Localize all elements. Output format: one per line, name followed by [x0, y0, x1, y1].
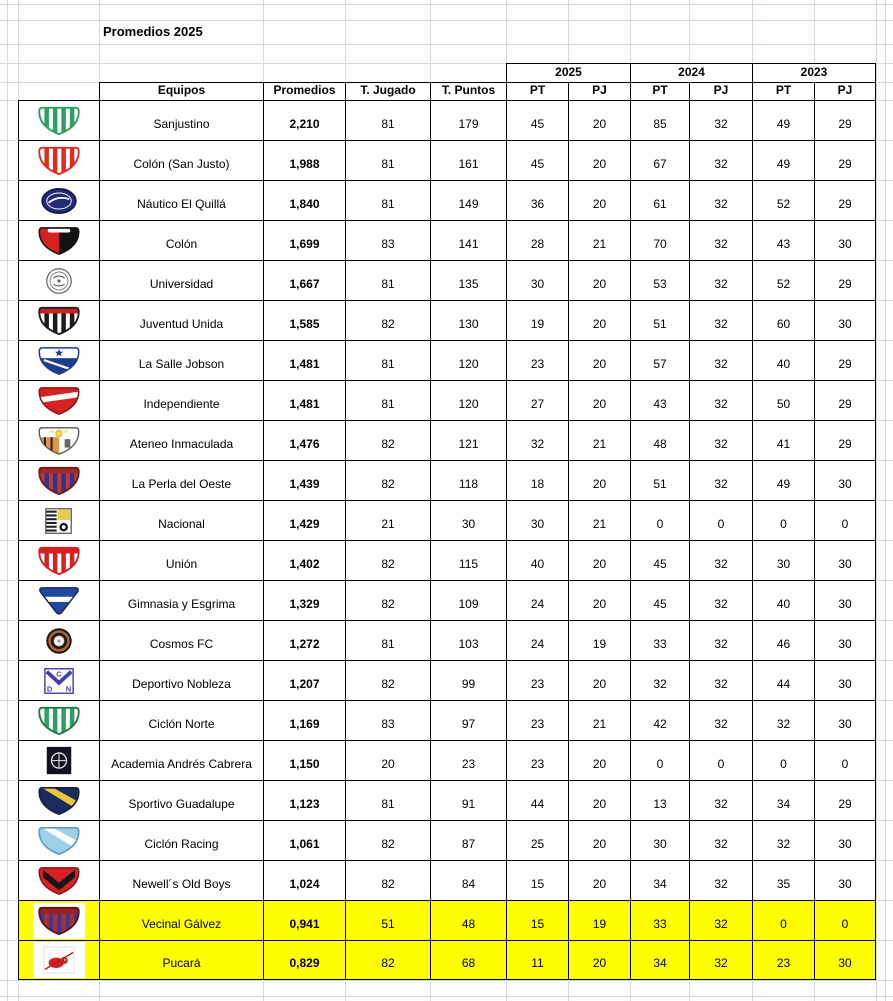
ciclon-racing-crest-icon [33, 823, 85, 859]
cell-pj-2023[interactable]: 30 [814, 220, 876, 260]
cell-total-jugado[interactable]: 81 [345, 780, 430, 820]
juventud-unida-crest-icon [33, 303, 85, 339]
cell-pj-2024[interactable]: 32 [689, 380, 752, 420]
team-crest-cell[interactable] [18, 740, 99, 780]
column-header-pt-2023[interactable]: PT [752, 82, 814, 100]
cell-total-puntos[interactable]: 87 [430, 820, 506, 860]
cell-team-name[interactable]: Deportivo Nobleza [99, 660, 263, 700]
cell-pt-2024[interactable]: 85 [630, 100, 689, 140]
cell-pj-2025[interactable]: 21 [568, 220, 630, 260]
cell-pj-2024[interactable]: 32 [689, 900, 752, 940]
column-header-promedios[interactable]: Promedios [263, 82, 345, 100]
cell-total-jugado[interactable]: 82 [345, 540, 430, 580]
cell-pj-2023[interactable]: 29 [814, 780, 876, 820]
ateneo-inmaculada-crest-icon [33, 423, 85, 459]
cell-pj-2023[interactable]: 29 [814, 340, 876, 380]
cell-pj-2025[interactable]: 21 [568, 500, 630, 540]
cell-pj-2024[interactable]: 32 [689, 180, 752, 220]
cell-pt-2025[interactable]: 25 [506, 820, 568, 860]
sheet-title[interactable]: Promedios 2025 [103, 24, 203, 39]
cell-pt-2024[interactable]: 42 [630, 700, 689, 740]
cell-total-jugado[interactable]: 83 [345, 220, 430, 260]
cell-promedio[interactable]: 1,699 [263, 220, 345, 260]
cell-pj-2025[interactable]: 20 [568, 940, 630, 980]
deportivo-nobleza-crest-icon [33, 663, 85, 699]
cell-pj-2025[interactable]: 20 [568, 460, 630, 500]
cell-total-jugado[interactable]: 82 [345, 940, 430, 980]
cell-pj-2023[interactable]: 30 [814, 540, 876, 580]
cell-pj-2024[interactable]: 32 [689, 100, 752, 140]
cell-team-name[interactable]: Independiente [99, 380, 263, 420]
cell-pt-2025[interactable]: 23 [506, 340, 568, 380]
cell-total-puntos[interactable]: 179 [430, 100, 506, 140]
cell-pt-2025[interactable]: 24 [506, 620, 568, 660]
cell-pj-2025[interactable]: 20 [568, 380, 630, 420]
column-header-t-puntos[interactable]: T. Puntos [430, 82, 506, 100]
cell-pj-2023[interactable]: 29 [814, 100, 876, 140]
cell-total-puntos[interactable]: 68 [430, 940, 506, 980]
cell-pt-2024[interactable]: 70 [630, 220, 689, 260]
cell-pj-2023[interactable]: 30 [814, 820, 876, 860]
cell-team-name[interactable]: Náutico El Quillá [99, 180, 263, 220]
cell-pt-2025[interactable]: 18 [506, 460, 568, 500]
team-crest-cell[interactable] [18, 460, 99, 500]
cell-team-name[interactable]: Gimnasia y Esgrima [99, 580, 263, 620]
year-group-2025[interactable]: 2025 [506, 63, 630, 82]
cell-total-puntos[interactable]: 109 [430, 580, 506, 620]
cell-pt-2025[interactable]: 30 [506, 260, 568, 300]
cell-pt-2024[interactable]: 33 [630, 620, 689, 660]
vecinal-galvez-crest-icon [33, 903, 85, 939]
cell-team-name[interactable]: La Salle Jobson [99, 340, 263, 380]
cell-total-puntos[interactable]: 97 [430, 700, 506, 740]
cell-pj-2025[interactable]: 20 [568, 260, 630, 300]
cell-pj-2023[interactable]: 30 [814, 580, 876, 620]
cell-pj-2025[interactable]: 20 [568, 540, 630, 580]
team-crest-cell[interactable] [18, 340, 99, 380]
cell-pj-2024[interactable]: 32 [689, 860, 752, 900]
colon-san-justo-crest-icon [33, 143, 85, 179]
cell-total-puntos[interactable]: 161 [430, 140, 506, 180]
cell-pt-2024[interactable]: 51 [630, 300, 689, 340]
cell-pj-2024[interactable]: 32 [689, 660, 752, 700]
cell-total-jugado[interactable]: 81 [345, 180, 430, 220]
cell-team-name[interactable]: Sanjustino [99, 100, 263, 140]
cell-pj-2024[interactable]: 32 [689, 620, 752, 660]
cell-promedio[interactable]: 0,829 [263, 940, 345, 980]
gridline [0, 20, 893, 21]
cell-pt-2025[interactable]: 15 [506, 860, 568, 900]
cell-team-name[interactable]: Unión [99, 540, 263, 580]
cell-team-name[interactable]: Ciclón Norte [99, 700, 263, 740]
column-header-pj-2023[interactable]: PJ [814, 82, 876, 100]
cell-promedio[interactable]: 1,402 [263, 540, 345, 580]
cell-total-puntos[interactable]: 135 [430, 260, 506, 300]
cell-pt-2024[interactable]: 48 [630, 420, 689, 460]
cell-pt-2023[interactable]: 46 [752, 620, 814, 660]
cell-promedio[interactable]: 1,150 [263, 740, 345, 780]
cell-pj-2024[interactable]: 32 [689, 580, 752, 620]
cell-pj-2023[interactable]: 30 [814, 660, 876, 700]
cell-total-jugado[interactable]: 82 [345, 660, 430, 700]
cell-total-jugado[interactable]: 82 [345, 420, 430, 460]
cell-total-puntos[interactable]: 120 [430, 340, 506, 380]
cell-promedio[interactable]: 0,941 [263, 900, 345, 940]
column-header-pj-2024[interactable]: PJ [689, 82, 752, 100]
cell-pj-2025[interactable]: 20 [568, 660, 630, 700]
cell-promedio[interactable]: 1,476 [263, 420, 345, 460]
cell-pt-2024[interactable]: 67 [630, 140, 689, 180]
cell-pj-2024[interactable]: 32 [689, 220, 752, 260]
sportivo-guadalupe-crest-icon [33, 783, 85, 819]
svg-text:N: N [65, 683, 72, 693]
cell-pt-2024[interactable]: 57 [630, 340, 689, 380]
cell-pt-2025[interactable]: 23 [506, 740, 568, 780]
cell-pj-2024[interactable]: 32 [689, 260, 752, 300]
cell-pt-2023[interactable]: 32 [752, 820, 814, 860]
cell-promedio[interactable]: 1,429 [263, 500, 345, 540]
cell-pj-2024[interactable]: 32 [689, 460, 752, 500]
cell-pt-2025[interactable]: 27 [506, 380, 568, 420]
cell-team-name[interactable]: Vecinal Gálvez [99, 900, 263, 940]
team-crest-cell[interactable] [18, 100, 99, 140]
cell-total-jugado[interactable]: 82 [345, 860, 430, 900]
cell-team-name[interactable]: Colón [99, 220, 263, 260]
cell-total-puntos[interactable]: 118 [430, 460, 506, 500]
cell-pt-2025[interactable]: 30 [506, 500, 568, 540]
promedios-table [18, 63, 876, 980]
team-crest-cell[interactable] [18, 860, 99, 900]
cell-total-jugado[interactable]: 82 [345, 460, 430, 500]
cell-pj-2025[interactable]: 21 [568, 700, 630, 740]
cell-total-puntos[interactable]: 130 [430, 300, 506, 340]
cell-pj-2024[interactable]: 32 [689, 820, 752, 860]
cell-pj-2025[interactable]: 19 [568, 900, 630, 940]
cell-total-puntos[interactable]: 141 [430, 220, 506, 260]
colon-crest-icon [33, 223, 85, 259]
cell-pj-2023[interactable]: 29 [814, 140, 876, 180]
team-crest-cell[interactable] [18, 780, 99, 820]
year-group-2023[interactable]: 2023 [752, 63, 876, 82]
cell-pj-2025[interactable]: 20 [568, 580, 630, 620]
cell-pj-2025[interactable]: 20 [568, 180, 630, 220]
academia-andres-cabrera-crest-icon [33, 743, 85, 779]
team-crest-cell[interactable] [18, 420, 99, 460]
cell-pt-2023[interactable]: 41 [752, 420, 814, 460]
cell-pt-2025[interactable]: 45 [506, 140, 568, 180]
cell-total-jugado[interactable]: 82 [345, 820, 430, 860]
cell-team-name[interactable]: Juventud Unida [99, 300, 263, 340]
cell-team-name[interactable]: Pucará [99, 940, 263, 980]
cell-promedio[interactable]: 1,988 [263, 140, 345, 180]
cell-pj-2025[interactable]: 20 [568, 780, 630, 820]
cell-total-puntos[interactable]: 99 [430, 660, 506, 700]
cell-total-puntos[interactable]: 23 [430, 740, 506, 780]
cell-promedio[interactable]: 1,667 [263, 260, 345, 300]
independiente-crest-icon [33, 383, 85, 419]
cell-pj-2024[interactable]: 32 [689, 700, 752, 740]
cell-pt-2025[interactable]: 40 [506, 540, 568, 580]
cell-pj-2023[interactable]: 30 [814, 860, 876, 900]
cell-pj-2025[interactable]: 20 [568, 300, 630, 340]
cell-pt-2023[interactable]: 49 [752, 100, 814, 140]
cell-pt-2025[interactable]: 28 [506, 220, 568, 260]
cell-pt-2024[interactable]: 34 [630, 940, 689, 980]
cell-pt-2025[interactable]: 15 [506, 900, 568, 940]
cell-pt-2024[interactable]: 45 [630, 580, 689, 620]
cell-pt-2024[interactable]: 43 [630, 380, 689, 420]
column-header-t-jugado[interactable]: T. Jugado [345, 82, 430, 100]
svg-text:C: C [56, 668, 62, 678]
team-crest-cell[interactable] [18, 500, 99, 540]
cell-pj-2025[interactable]: 20 [568, 340, 630, 380]
cell-pt-2025[interactable]: 23 [506, 700, 568, 740]
cell-pt-2024[interactable]: 34 [630, 860, 689, 900]
cell-pt-2023[interactable]: 30 [752, 540, 814, 580]
svg-text:D: D [46, 683, 53, 693]
cell-pt-2024[interactable]: 61 [630, 180, 689, 220]
cell-team-name[interactable]: Newell´s Old Boys [99, 860, 263, 900]
cell-team-name[interactable]: Sportivo Guadalupe [99, 780, 263, 820]
cell-pt-2025[interactable]: 44 [506, 780, 568, 820]
cell-pt-2025[interactable]: 24 [506, 580, 568, 620]
column-header-pt-2024[interactable]: PT [630, 82, 689, 100]
cell-promedio[interactable]: 1,481 [263, 340, 345, 380]
cell-promedio[interactable]: 1,329 [263, 580, 345, 620]
cell-team-name[interactable]: Colón (San Justo) [99, 140, 263, 180]
column-header-equipos[interactable]: Equipos [99, 82, 263, 100]
la-salle-jobson-crest-icon [33, 343, 85, 379]
cell-total-puntos[interactable]: 84 [430, 860, 506, 900]
cell-pt-2023[interactable]: 35 [752, 860, 814, 900]
cell-pt-2023[interactable]: 60 [752, 300, 814, 340]
cell-pt-2023[interactable]: 50 [752, 380, 814, 420]
cosmos-fc-crest-icon [33, 623, 85, 659]
cell-promedio[interactable]: 1,169 [263, 700, 345, 740]
cell-total-jugado[interactable]: 51 [345, 900, 430, 940]
cell-pt-2025[interactable]: 32 [506, 420, 568, 460]
cell-pj-2023[interactable]: 29 [814, 420, 876, 460]
cell-pj-2024[interactable]: 32 [689, 140, 752, 180]
gridline [0, 44, 893, 45]
cell-pt-2023[interactable]: 52 [752, 260, 814, 300]
cell-total-jugado[interactable]: 20 [345, 740, 430, 780]
cell-promedio[interactable]: 1,840 [263, 180, 345, 220]
cell-pj-2025[interactable]: 20 [568, 740, 630, 780]
team-crest-cell[interactable] [18, 140, 99, 180]
cell-pt-2024[interactable]: 0 [630, 500, 689, 540]
team-crest-cell[interactable] [18, 300, 99, 340]
cell-pj-2023[interactable]: 29 [814, 380, 876, 420]
cell-pt-2025[interactable]: 11 [506, 940, 568, 980]
cell-pt-2023[interactable]: 40 [752, 580, 814, 620]
cell-pt-2023[interactable]: 44 [752, 660, 814, 700]
team-crest-cell[interactable] [18, 820, 99, 860]
pucara-crest-icon [33, 942, 85, 978]
cell-total-puntos[interactable]: 120 [430, 380, 506, 420]
cell-pj-2025[interactable]: 20 [568, 140, 630, 180]
cell-team-name[interactable]: Ciclón Racing [99, 820, 263, 860]
cell-promedio[interactable]: 1,439 [263, 460, 345, 500]
cell-pt-2024[interactable]: 32 [630, 660, 689, 700]
column-header-pj-2025[interactable]: PJ [568, 82, 630, 100]
cell-pj-2024[interactable]: 32 [689, 540, 752, 580]
cell-pt-2023[interactable]: 0 [752, 740, 814, 780]
cell-pt-2025[interactable]: 19 [506, 300, 568, 340]
sanjustino-crest-icon [33, 103, 85, 139]
cell-team-name[interactable]: Ateneo Inmaculada [99, 420, 263, 460]
cell-pj-2023[interactable]: 0 [814, 500, 876, 540]
cell-pj-2023[interactable]: 30 [814, 620, 876, 660]
cell-total-jugado[interactable]: 82 [345, 300, 430, 340]
cell-pt-2023[interactable]: 0 [752, 900, 814, 940]
cell-promedio[interactable]: 2,210 [263, 100, 345, 140]
cell-total-jugado[interactable]: 21 [345, 500, 430, 540]
team-crest-cell[interactable] [18, 660, 99, 700]
cell-total-jugado[interactable]: 81 [345, 260, 430, 300]
team-crest-cell[interactable] [18, 180, 99, 220]
cell-pj-2024[interactable]: 32 [689, 780, 752, 820]
cell-pt-2025[interactable]: 23 [506, 660, 568, 700]
cell-pt-2024[interactable]: 33 [630, 900, 689, 940]
nautico-el-quilla-crest-icon [33, 183, 85, 219]
ciclon-norte-crest-icon [33, 703, 85, 739]
cell-pj-2024[interactable]: 0 [689, 740, 752, 780]
cell-pj-2023[interactable]: 30 [814, 940, 876, 980]
cell-total-puntos[interactable]: 121 [430, 420, 506, 460]
cell-pt-2023[interactable]: 23 [752, 940, 814, 980]
cell-team-name[interactable]: Academia Andrés Cabrera [99, 740, 263, 780]
cell-total-puntos[interactable]: 30 [430, 500, 506, 540]
cell-pt-2023[interactable]: 49 [752, 140, 814, 180]
cell-pt-2024[interactable]: 30 [630, 820, 689, 860]
cell-pt-2024[interactable]: 51 [630, 460, 689, 500]
cell-pj-2023[interactable]: 0 [814, 740, 876, 780]
column-header-pt-2025[interactable]: PT [506, 82, 568, 100]
cell-pt-2023[interactable]: 0 [752, 500, 814, 540]
team-crest-cell[interactable] [18, 540, 99, 580]
cell-pj-2023[interactable]: 30 [814, 300, 876, 340]
cell-pj-2024[interactable]: 0 [689, 500, 752, 540]
cell-pj-2025[interactable]: 19 [568, 620, 630, 660]
universidad-crest-icon [33, 263, 85, 299]
cell-pj-2023[interactable]: 30 [814, 460, 876, 500]
cell-team-name[interactable]: La Perla del Oeste [99, 460, 263, 500]
cell-total-jugado[interactable]: 81 [345, 620, 430, 660]
cell-pj-2024[interactable]: 32 [689, 420, 752, 460]
cell-total-jugado[interactable]: 81 [345, 140, 430, 180]
cell-pt-2025[interactable]: 36 [506, 180, 568, 220]
cell-promedio[interactable]: 1,123 [263, 780, 345, 820]
cell-pj-2024[interactable]: 32 [689, 340, 752, 380]
cell-total-puntos[interactable]: 115 [430, 540, 506, 580]
team-crest-cell[interactable] [18, 380, 99, 420]
cell-pt-2025[interactable]: 45 [506, 100, 568, 140]
cell-team-name[interactable]: Nacional [99, 500, 263, 540]
year-group-2024[interactable]: 2024 [630, 63, 752, 82]
cell-pj-2023[interactable]: 29 [814, 260, 876, 300]
cell-total-jugado[interactable]: 82 [345, 580, 430, 620]
cell-pt-2024[interactable]: 53 [630, 260, 689, 300]
union-crest-icon [33, 543, 85, 579]
header-row-spacer [18, 82, 99, 100]
cell-promedio[interactable]: 1,061 [263, 820, 345, 860]
cell-pj-2025[interactable]: 20 [568, 860, 630, 900]
cell-pj-2025[interactable]: 21 [568, 420, 630, 460]
team-crest-cell[interactable] [18, 700, 99, 740]
team-crest-cell[interactable] [18, 260, 99, 300]
gridline [0, 996, 893, 997]
cell-team-name[interactable]: Universidad [99, 260, 263, 300]
cell-pj-2024[interactable]: 32 [689, 300, 752, 340]
cell-pt-2023[interactable]: 32 [752, 700, 814, 740]
cell-promedio[interactable]: 1,585 [263, 300, 345, 340]
cell-pj-2024[interactable]: 32 [689, 940, 752, 980]
newells-old-boys-crest-icon [33, 863, 85, 899]
cell-pt-2023[interactable]: 52 [752, 180, 814, 220]
la-perla-del-oeste-crest-icon [33, 463, 85, 499]
cell-pj-2023[interactable]: 29 [814, 180, 876, 220]
cell-promedio[interactable]: 1,272 [263, 620, 345, 660]
team-crest-cell[interactable] [18, 620, 99, 660]
cell-pt-2023[interactable]: 40 [752, 340, 814, 380]
cell-team-name[interactable]: Cosmos FC [99, 620, 263, 660]
nacional-crest-icon [33, 503, 85, 539]
gridline [0, 980, 893, 981]
cell-pt-2024[interactable]: 13 [630, 780, 689, 820]
cell-total-puntos[interactable]: 149 [430, 180, 506, 220]
cell-pt-2023[interactable]: 49 [752, 460, 814, 500]
cell-total-jugado[interactable]: 81 [345, 340, 430, 380]
gimnasia-y-esgrima-crest-icon [33, 583, 85, 619]
cell-total-jugado[interactable]: 81 [345, 380, 430, 420]
cell-pj-2025[interactable]: 20 [568, 100, 630, 140]
cell-pj-2025[interactable]: 20 [568, 820, 630, 860]
cell-pt-2024[interactable]: 45 [630, 540, 689, 580]
cell-total-puntos[interactable]: 91 [430, 780, 506, 820]
cell-total-puntos[interactable]: 103 [430, 620, 506, 660]
cell-pj-2023[interactable]: 0 [814, 900, 876, 940]
cell-promedio[interactable]: 1,481 [263, 380, 345, 420]
team-crest-cell[interactable] [18, 900, 99, 940]
gridline [0, 4, 893, 5]
cell-pt-2023[interactable]: 34 [752, 780, 814, 820]
cell-total-puntos[interactable]: 48 [430, 900, 506, 940]
cell-total-jugado[interactable]: 83 [345, 700, 430, 740]
team-crest-cell[interactable] [18, 940, 99, 980]
cell-pt-2024[interactable]: 0 [630, 740, 689, 780]
year-row-spacer [18, 63, 506, 82]
team-crest-cell[interactable] [18, 580, 99, 620]
cell-total-jugado[interactable]: 81 [345, 100, 430, 140]
cell-promedio[interactable]: 1,207 [263, 660, 345, 700]
team-crest-cell[interactable] [18, 220, 99, 260]
cell-pj-2023[interactable]: 30 [814, 700, 876, 740]
cell-promedio[interactable]: 1,024 [263, 860, 345, 900]
cell-pt-2023[interactable]: 43 [752, 220, 814, 260]
